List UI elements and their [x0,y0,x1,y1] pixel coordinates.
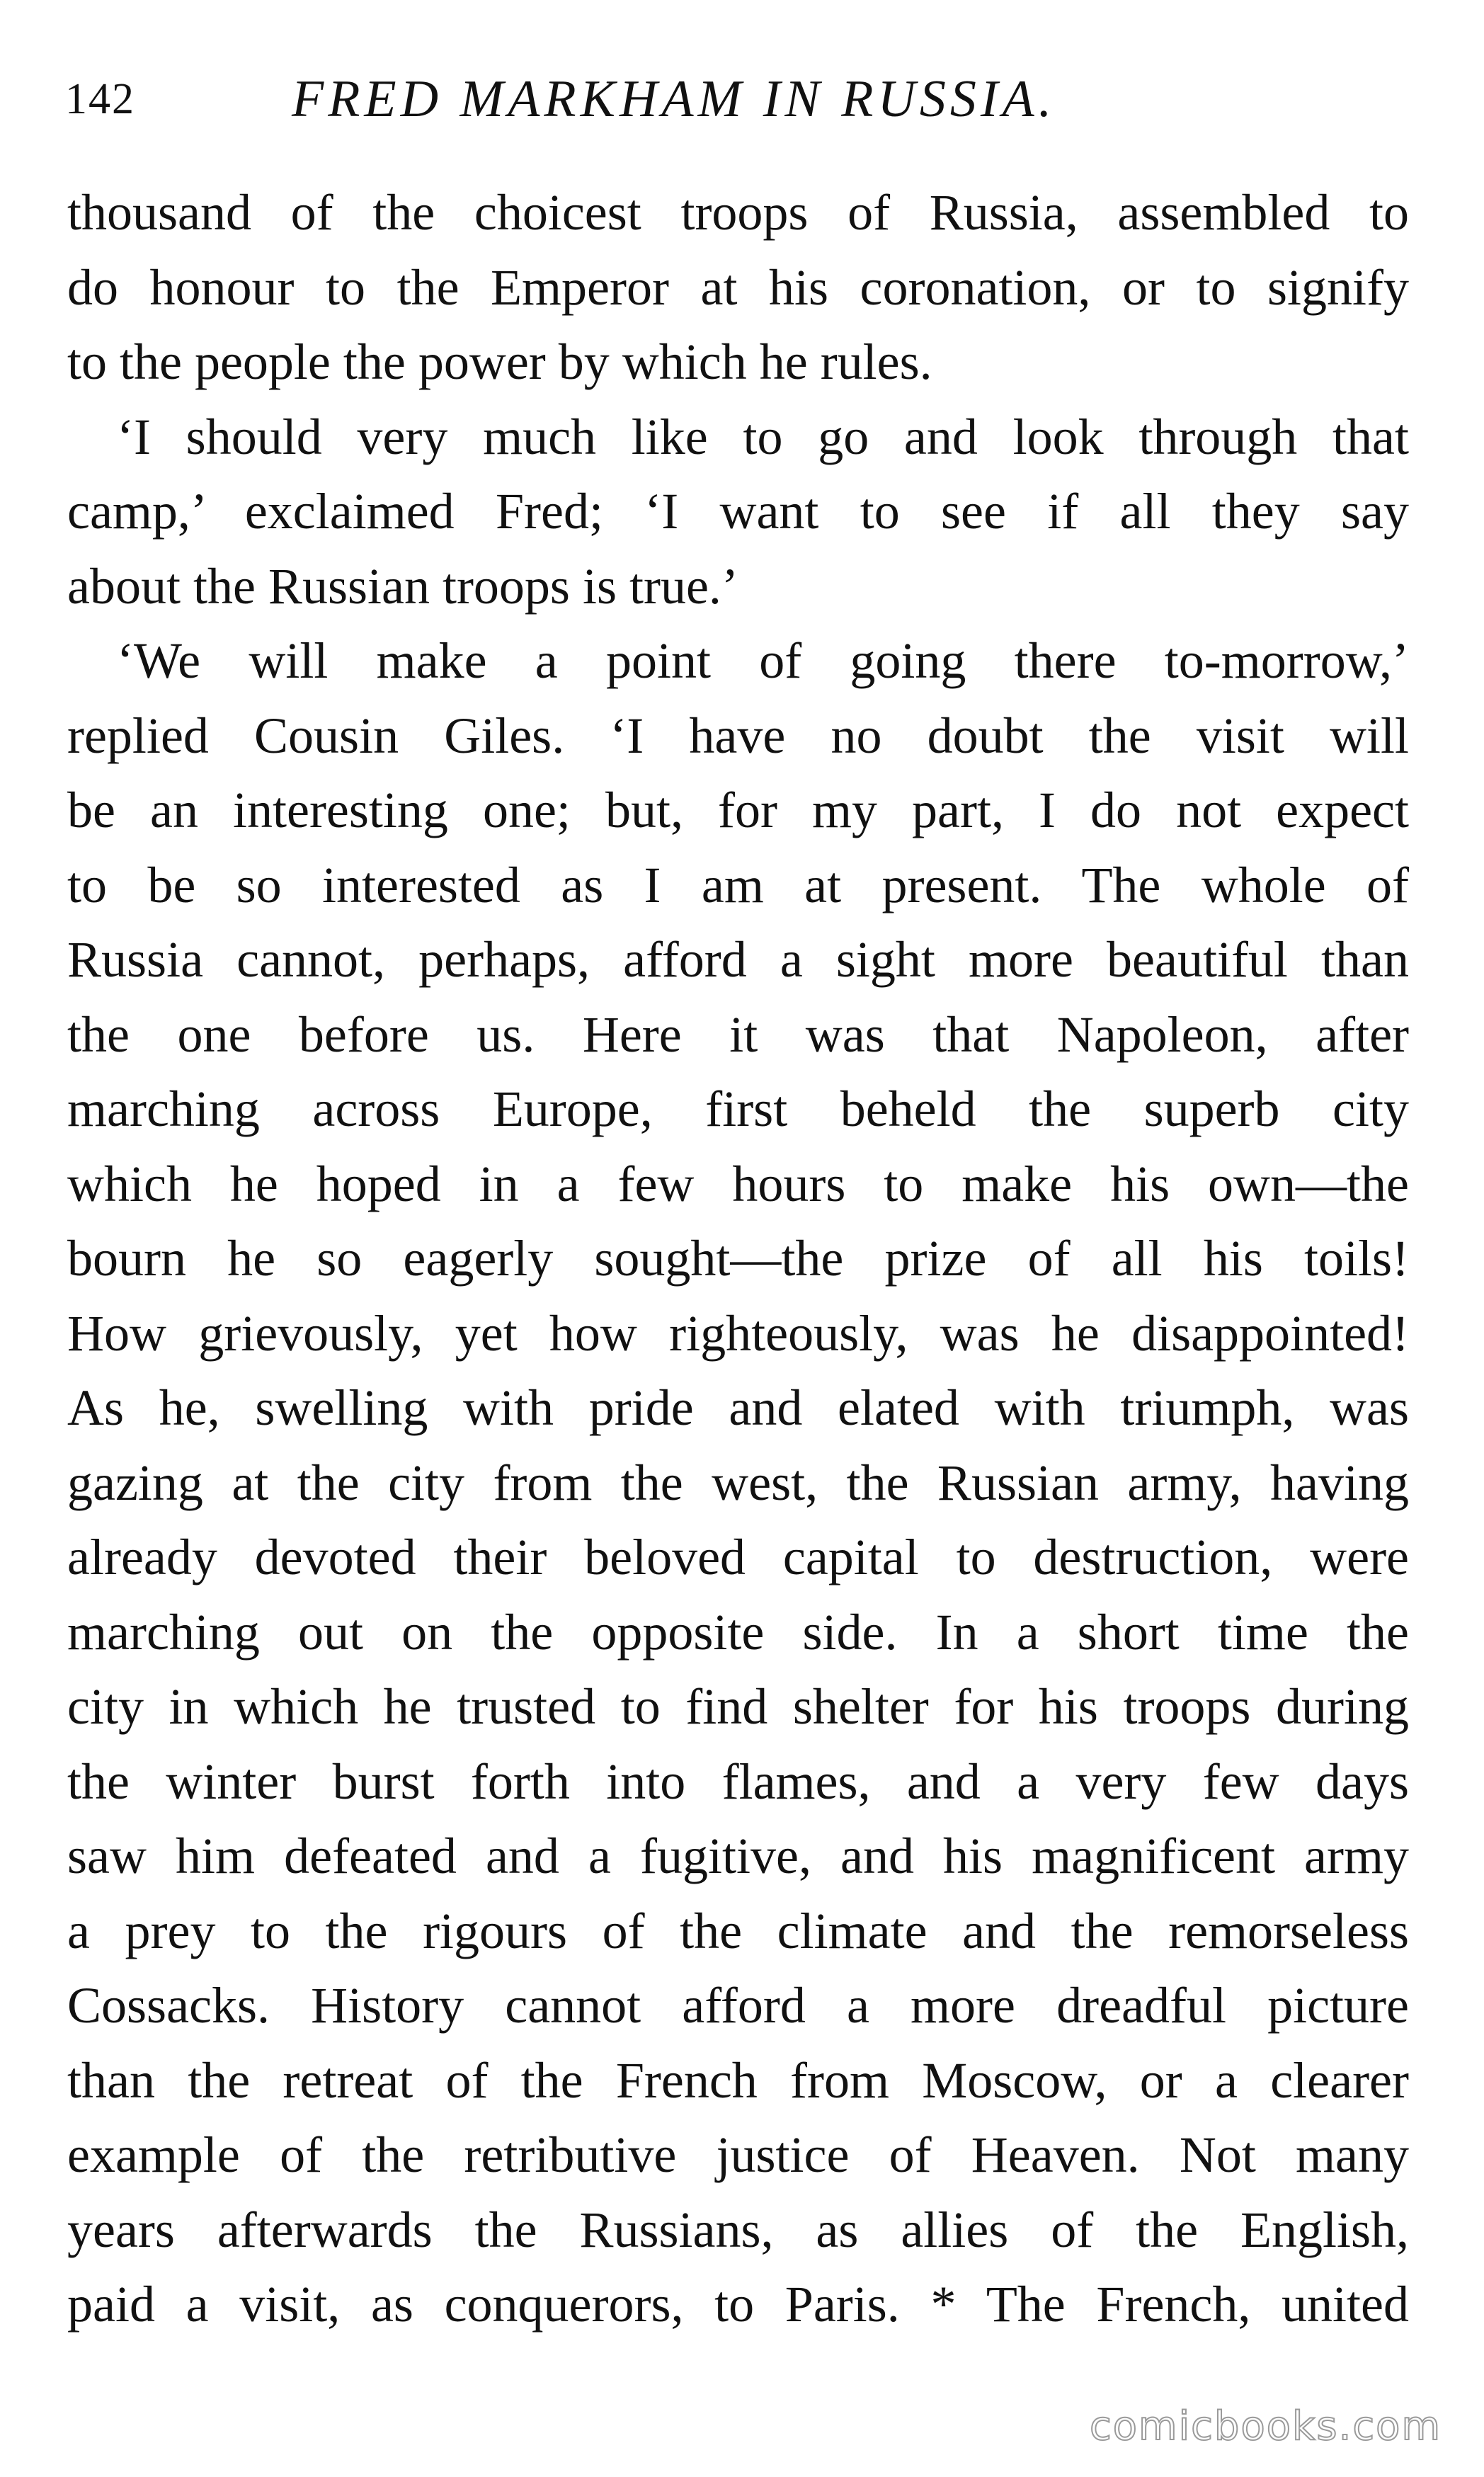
text-line: example of the retributive justice of Heaven. Not many [67,2126,1409,2183]
text-line: do honour to the Emperor at his coronation, or to signify [67,258,1409,316]
body-text [67,176,1409,2342]
page-number: 142 [65,75,135,123]
text-line: ‘We will make a point of going there to-morrow,’ [117,632,1409,689]
text-line: already devoted their beloved capital to destruction, were [67,1529,1409,1585]
running-title: FRED MARKHAM IN RUSSIA. [292,70,1056,128]
text-line: to the people the power by which he rules. [67,334,932,390]
text-line: the winter burst forth into flames, and a very few days [67,1753,1409,1810]
text-line: saw him defeated and a fugitive, and his magnificent army [67,1828,1409,1884]
text-line: thousand of the choicest troops of Russia, assembled to [67,184,1409,241]
text-line: camp,’ exclaimed Fred; ‘I want to see if all they say [67,483,1409,540]
watermark: comicbooks.com [1089,2403,1442,2449]
text-line: the one before us. Here it was that Napoleon, after [67,1006,1409,1063]
text-line: Cossacks. History cannot afford a more dreadful picture [67,1977,1409,2034]
text-line: years afterwards the Russians, as allies of the English, [67,2201,1409,2258]
text-line: which he hoped in a few hours to make his own—the [67,1155,1409,1212]
text-line: a prey to the rigours of the climate and the remorseless [67,1902,1409,1959]
text-line: ‘I should very much like to go and look through that [117,408,1409,465]
text-line: to be so interested as I am at present. The whole of [67,856,1409,913]
text-line: As he, swelling with pride and elated with triumph, was [67,1379,1409,1436]
text-line: replied Cousin Giles. ‘I have no doubt the visit will [67,707,1409,764]
text-line: bourn he so eagerly sought—the prize of all his toils! [67,1230,1409,1287]
text-line: gazing at the city from the west, the Russian army, having [67,1454,1409,1511]
text-line: about the Russian troops is true.’ [67,557,738,615]
text-line: marching out on the opposite side. In a short time the [67,1603,1409,1661]
text-line: than the retreat of the French from Moscow, or a clearer [67,2051,1409,2109]
text-line: be an interesting one; but, for my part, I do not expect [67,782,1409,838]
text-line: paid a visit, as conquerors, to Paris. * The French, united [67,2276,1409,2333]
text-line: marching across Europe, first beheld the superb city [67,1081,1409,1137]
text-line: city in which he trusted to find shelter for his troops during [67,1678,1409,1735]
text-line: Russia cannot, perhaps, afford a sight more beautiful than [67,931,1409,988]
page-header [65,67,1417,131]
text-line: How grievously, yet how righteously, was he disappointed! [67,1304,1409,1362]
